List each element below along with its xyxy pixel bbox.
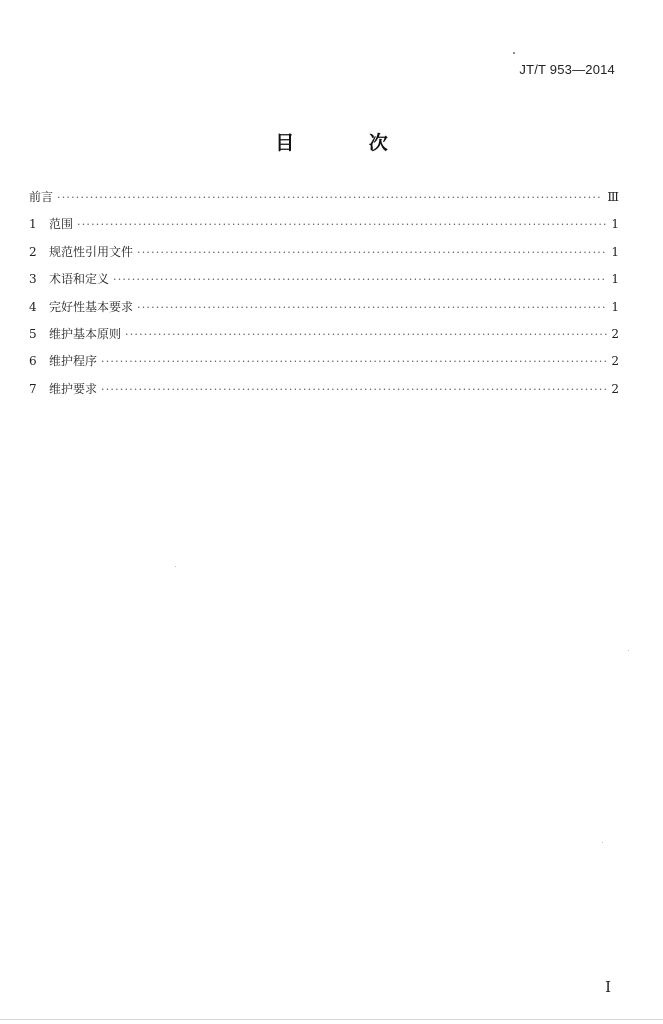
toc-entry-label: 术语和定义 (49, 272, 110, 287)
toc-leader-dots (137, 246, 607, 259)
toc-entry-label: 维护要求 (49, 381, 98, 396)
toc-entry-number: 1 (29, 217, 37, 232)
toc-entry-number: 2 (29, 244, 37, 259)
toc-entry-page: Ⅲ (607, 190, 619, 204)
toc-entry-number: 3 (29, 272, 37, 287)
toc-entry-number: 6 (29, 354, 37, 369)
toc-entry-5[interactable] (29, 325, 619, 352)
toc-entry-label: 前言 (29, 190, 54, 204)
standard-code: JT/T 953—2014 (519, 62, 615, 77)
toc-entry-page: 2 (611, 354, 619, 369)
toc-entry-page: 1 (611, 299, 619, 314)
toc-entry-label: 维护程序 (49, 354, 98, 369)
toc-entry-page: 1 (611, 244, 619, 259)
toc-entry-4[interactable] (29, 298, 619, 325)
toc-leader-dots (77, 218, 607, 231)
toc-entry-label: 范围 (49, 217, 74, 232)
toc-leader-dots (125, 328, 607, 341)
toc-leader-dots (101, 383, 607, 396)
scan-speck (175, 566, 176, 567)
page-number: I (605, 978, 611, 996)
toc-leader-dots (113, 273, 607, 286)
toc-entry-label: 规范性引用文件 (49, 244, 134, 259)
toc-entry-page: 2 (611, 381, 619, 396)
toc-leader-dots (57, 191, 603, 204)
toc-entry-1[interactable] (29, 215, 619, 242)
toc-entry-page: 2 (611, 326, 619, 341)
toc-entry-6[interactable] (29, 352, 619, 379)
toc-entry-page: 1 (611, 272, 619, 287)
toc-leader-dots (101, 355, 607, 368)
scan-speck (628, 650, 629, 651)
toc-entry-number: 7 (29, 381, 37, 396)
toc-entry-page: 1 (611, 217, 619, 232)
scan-speck (602, 842, 603, 843)
toc-entry-number: 4 (29, 299, 37, 314)
toc-entry-3[interactable] (29, 270, 619, 297)
toc-entry-7[interactable] (29, 380, 619, 407)
toc-entry-number: 5 (29, 326, 37, 341)
toc-entry-2[interactable] (29, 243, 619, 270)
toc-title: 目 次 (275, 132, 422, 154)
toc-entry-foreword[interactable] (29, 188, 619, 215)
scan-dot (513, 52, 515, 54)
table-of-contents (29, 188, 619, 407)
toc-entry-label: 维护基本原则 (49, 326, 122, 341)
toc-leader-dots (137, 301, 607, 314)
toc-entry-label: 完好性基本要求 (49, 299, 134, 314)
